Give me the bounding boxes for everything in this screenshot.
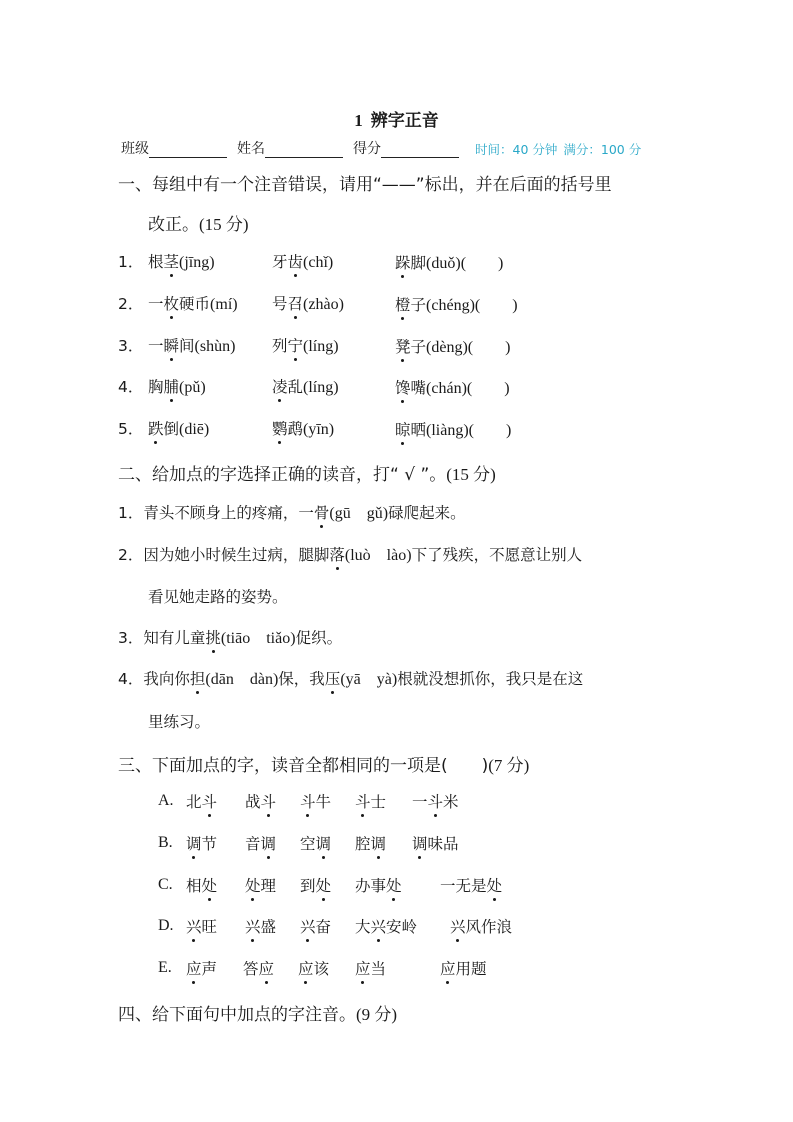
- word-text: 腔: [355, 835, 371, 853]
- student-info-line: [121, 138, 641, 158]
- pinyin-choices[interactable]: (dān dàn): [205, 671, 279, 688]
- lesson-title: 辨字正音: [370, 111, 439, 131]
- pinyin[interactable]: (duǒ)( ): [426, 255, 504, 272]
- word-text: 乱: [287, 378, 304, 396]
- word-text: 音: [245, 835, 261, 853]
- word-text: 用题: [455, 960, 487, 978]
- word-text: 相: [186, 877, 202, 895]
- word-text: 牛: [315, 793, 332, 811]
- dotted-char: 落: [329, 543, 345, 565]
- sentence-text: 下了残疾，不愿意让别人: [411, 546, 583, 564]
- word-text: 安岭: [386, 918, 418, 936]
- word-text: 战: [245, 793, 261, 811]
- section-1-item-number: 2．: [118, 295, 144, 313]
- name-blank[interactable]: [265, 141, 343, 158]
- pinyin[interactable]: (líng): [303, 338, 339, 355]
- dotted-char: 兴: [245, 915, 261, 937]
- word-text: 盛: [260, 918, 277, 936]
- word-text: 一: [412, 793, 428, 811]
- dotted-char: 调: [316, 832, 332, 854]
- word-text: 间: [179, 337, 195, 355]
- dotted-char: 挑: [205, 626, 221, 648]
- dotted-char: 晾: [395, 418, 411, 440]
- dotted-char: 应: [186, 957, 202, 979]
- section-1-heading: [118, 170, 612, 195]
- sentence-text: 青头不顾身上的疼痛，一: [143, 504, 314, 522]
- dotted-char: 调: [261, 832, 277, 854]
- section-2-heading: [118, 460, 496, 485]
- section-1-points: (15 分): [199, 215, 249, 234]
- sentence-text: 保，我: [278, 670, 325, 688]
- pinyin-item: [148, 375, 206, 397]
- sentence-text: 因为她小时候生过病，腿脚: [143, 546, 330, 564]
- option-letter: D.: [158, 917, 174, 934]
- pinyin[interactable]: (dèng)( ): [426, 339, 511, 356]
- sentence-text: 里练习。: [148, 713, 211, 731]
- word-text: 米: [443, 793, 459, 811]
- word-text: 该: [313, 960, 330, 978]
- section-1-item-number: 3．: [118, 337, 144, 355]
- option-word: [186, 790, 217, 812]
- option-c[interactable]: [158, 874, 184, 894]
- pinyin-item: [148, 250, 215, 272]
- word-text: 当: [370, 960, 387, 978]
- option-word: [440, 874, 502, 896]
- section-3-points: (7 分): [488, 756, 530, 775]
- word-text: 理: [260, 877, 277, 895]
- section-1-heading-text-2: 改正。: [148, 215, 199, 235]
- option-word: [300, 915, 331, 937]
- page-title: [0, 106, 793, 131]
- pinyin[interactable]: (chéng)( ): [426, 297, 518, 314]
- option-word: [450, 915, 512, 937]
- lesson-number: 1: [354, 111, 363, 130]
- dotted-char: 处: [487, 874, 503, 896]
- dotted-char: 调: [186, 832, 202, 854]
- word-text: 一: [148, 295, 164, 313]
- dotted-char: 脯: [164, 375, 180, 397]
- dotted-char: 应: [440, 957, 456, 979]
- dotted-char: 斗: [202, 790, 218, 812]
- word-text: 脚: [410, 254, 427, 272]
- pinyin[interactable]: (mí): [210, 296, 238, 313]
- option-word: [355, 790, 386, 812]
- option-word: [186, 874, 217, 896]
- dotted-char: 斗: [300, 790, 316, 812]
- dotted-char: 应: [259, 957, 275, 979]
- option-word: [355, 874, 402, 896]
- dotted-char: 骨: [314, 501, 330, 523]
- dotted-char: 斗: [261, 790, 277, 812]
- word-text: 风作浪: [465, 918, 513, 936]
- dotted-char: 齿: [288, 250, 304, 272]
- sentence-text: 知有儿童: [143, 629, 206, 647]
- option-word: [245, 790, 276, 812]
- word-text: 鹉: [287, 420, 304, 438]
- word-text: 声: [201, 960, 218, 978]
- item-number: 3．: [118, 629, 144, 647]
- word-text: 北: [186, 793, 202, 811]
- section-4-heading: [118, 1000, 397, 1025]
- pinyin-item: [148, 417, 209, 439]
- section-1-heading-cont: [148, 210, 249, 235]
- word-text: 大: [355, 918, 371, 936]
- pinyin-item: [148, 334, 235, 356]
- option-word: [186, 957, 217, 979]
- word-text: 节: [201, 835, 218, 853]
- item-number: 1．: [118, 504, 144, 522]
- option-d[interactable]: [158, 915, 184, 935]
- dotted-char: 枚: [164, 292, 180, 314]
- section-2-item-4-cont: [148, 710, 210, 732]
- word-text: 牙: [272, 253, 288, 271]
- section-3-heading: [118, 751, 529, 776]
- pinyin-choices[interactable]: (yā yà): [340, 671, 398, 688]
- dotted-char: 凌: [272, 375, 288, 397]
- option-word: [298, 957, 329, 979]
- option-word: [300, 790, 331, 812]
- option-word: [245, 874, 276, 896]
- sentence-text: 看见她走路的姿势。: [148, 588, 288, 606]
- section-2-item-2: [118, 542, 582, 565]
- pinyin[interactable]: (zhào): [303, 296, 344, 313]
- option-e[interactable]: [158, 957, 184, 977]
- dotted-char: 兴: [300, 915, 316, 937]
- pinyin-item: [395, 292, 518, 315]
- pinyin[interactable]: (shùn): [194, 338, 236, 355]
- pinyin-item: [272, 292, 344, 314]
- sentence-text: 促织。: [295, 629, 343, 647]
- option-word: [355, 957, 386, 979]
- section-2-heading-text: 二、给加点的字选择正确的读音，打“ √ ”。: [118, 465, 447, 485]
- dotted-char: 跌: [148, 417, 164, 439]
- dotted-char: 橙: [395, 293, 411, 315]
- option-word: [412, 790, 459, 812]
- sentence-text: 根就没想抓你，我只是在这: [397, 670, 584, 688]
- word-text: 办事: [355, 877, 387, 895]
- option-word: [186, 915, 217, 937]
- option-letter: C.: [158, 876, 173, 893]
- word-text: 倒: [163, 420, 180, 438]
- option-letter: E.: [158, 959, 172, 976]
- option-word: [355, 915, 417, 937]
- pinyin-item: [272, 375, 339, 397]
- pinyin-item: [148, 292, 238, 314]
- option-a[interactable]: [158, 790, 184, 810]
- dotted-char: 召: [288, 292, 304, 314]
- section-1-item-number: 1．: [118, 253, 144, 271]
- word-text: 一: [148, 337, 164, 355]
- dotted-char: 宁: [288, 334, 304, 356]
- dotted-char: 担: [190, 667, 206, 689]
- section-2-item-4: [118, 666, 583, 689]
- word-text: 答: [243, 960, 259, 978]
- pinyin[interactable]: (chǐ): [303, 254, 334, 271]
- word-text: 根: [148, 253, 164, 271]
- option-letter: B.: [158, 834, 173, 851]
- pinyin-item: [395, 375, 510, 398]
- word-text: 晒: [410, 421, 427, 439]
- word-text: 硬币: [179, 295, 211, 313]
- section-2-item-2-cont: [148, 585, 288, 607]
- dotted-char: 兴: [450, 915, 466, 937]
- word-text: 胸: [148, 378, 164, 396]
- sentence-text: 我向你: [143, 670, 190, 688]
- dotted-char: 压: [325, 667, 341, 689]
- pinyin[interactable]: (yīn): [303, 421, 335, 438]
- pinyin-choices[interactable]: (gū gǔ): [329, 505, 389, 522]
- dotted-char: 凳: [395, 335, 411, 357]
- dotted-char: 应: [355, 957, 371, 979]
- section-1-item-number: 4．: [118, 378, 144, 396]
- option-word: [412, 832, 459, 854]
- word-text: 嘴: [410, 379, 427, 397]
- pinyin-item: [272, 250, 333, 272]
- time-limit: 时间：40 分钟: [475, 142, 558, 157]
- dotted-char: 茎: [164, 250, 180, 272]
- pinyin-choices[interactable]: (luò lào): [344, 547, 412, 564]
- dotted-char: 瞬: [164, 334, 180, 356]
- pinyin-item: [395, 250, 503, 273]
- dotted-char: 处: [386, 874, 402, 896]
- option-word: [300, 874, 331, 896]
- sentence-text: 碌爬起来。: [388, 504, 466, 522]
- word-text: 到: [300, 877, 316, 895]
- pinyin-item: [272, 334, 339, 356]
- pinyin[interactable]: (diē): [179, 421, 210, 438]
- score-label: 得分: [353, 141, 381, 157]
- pinyin-item: [395, 417, 511, 440]
- word-text: 空: [300, 835, 316, 853]
- option-letter: A.: [158, 792, 174, 809]
- section-1-heading-text: 一、每组中有一个注音错误，请用“——”标出，并在后面的括号里: [118, 175, 612, 195]
- dotted-char: 调: [412, 832, 428, 854]
- score-blank[interactable]: [381, 141, 459, 158]
- name-label: 姓名: [237, 141, 265, 157]
- pinyin[interactable]: (chán)( ): [426, 380, 510, 397]
- class-blank[interactable]: [149, 141, 227, 158]
- dotted-char: 处: [245, 874, 261, 896]
- pinyin-choices[interactable]: (tiāo tiǎo): [220, 630, 296, 647]
- dotted-char: 应: [298, 957, 314, 979]
- dotted-char: 鹦: [272, 417, 288, 439]
- word-text: 味品: [427, 835, 459, 853]
- section-4-heading-text: 四、给下面句中加点的字注音。: [118, 1005, 356, 1025]
- option-b[interactable]: [158, 832, 184, 852]
- option-word: [243, 957, 274, 979]
- section-2-item-1: [118, 500, 466, 523]
- item-number: 4．: [118, 670, 144, 688]
- section-2-points: (15 分): [446, 465, 496, 484]
- word-text: 列: [272, 337, 288, 355]
- full-score: 满分：100 分: [563, 142, 642, 157]
- word-text: 子: [410, 296, 427, 314]
- option-word: [355, 832, 386, 854]
- pinyin[interactable]: (pǔ): [179, 379, 206, 396]
- word-text: 一无是: [440, 877, 487, 895]
- section-3-heading-text: 三、下面加点的字，读音全都相同的一项是( ): [118, 756, 489, 776]
- dotted-char: 跺: [395, 251, 411, 273]
- dotted-char: 斗: [355, 790, 371, 812]
- section-2-item-3: [118, 625, 342, 648]
- pinyin-item: [272, 417, 334, 439]
- pinyin[interactable]: (jīng): [179, 254, 215, 271]
- word-text: 旺: [201, 918, 218, 936]
- dotted-char: 兴: [371, 915, 387, 937]
- section-4-points: (9 分): [356, 1005, 398, 1024]
- pinyin-item: [395, 334, 510, 357]
- pinyin[interactable]: (líng): [303, 379, 339, 396]
- dotted-char: 斗: [428, 790, 444, 812]
- word-text: 奋: [315, 918, 332, 936]
- dotted-char: 处: [202, 874, 218, 896]
- option-word: [300, 832, 331, 854]
- class-label: 班级: [121, 141, 149, 157]
- dotted-char: 兴: [186, 915, 202, 937]
- pinyin[interactable]: (liàng)( ): [426, 422, 512, 439]
- dotted-char: 处: [316, 874, 332, 896]
- dotted-char: 调: [371, 832, 387, 854]
- section-1-item-number: 5．: [118, 420, 144, 438]
- option-word: [440, 957, 487, 979]
- item-number: 2．: [118, 546, 144, 564]
- option-word: [245, 832, 276, 854]
- word-text: 号: [272, 295, 288, 313]
- option-word: [186, 832, 217, 854]
- word-text: 子: [410, 338, 427, 356]
- word-text: 士: [370, 793, 387, 811]
- option-word: [245, 915, 276, 937]
- dotted-char: 馋: [395, 376, 411, 398]
